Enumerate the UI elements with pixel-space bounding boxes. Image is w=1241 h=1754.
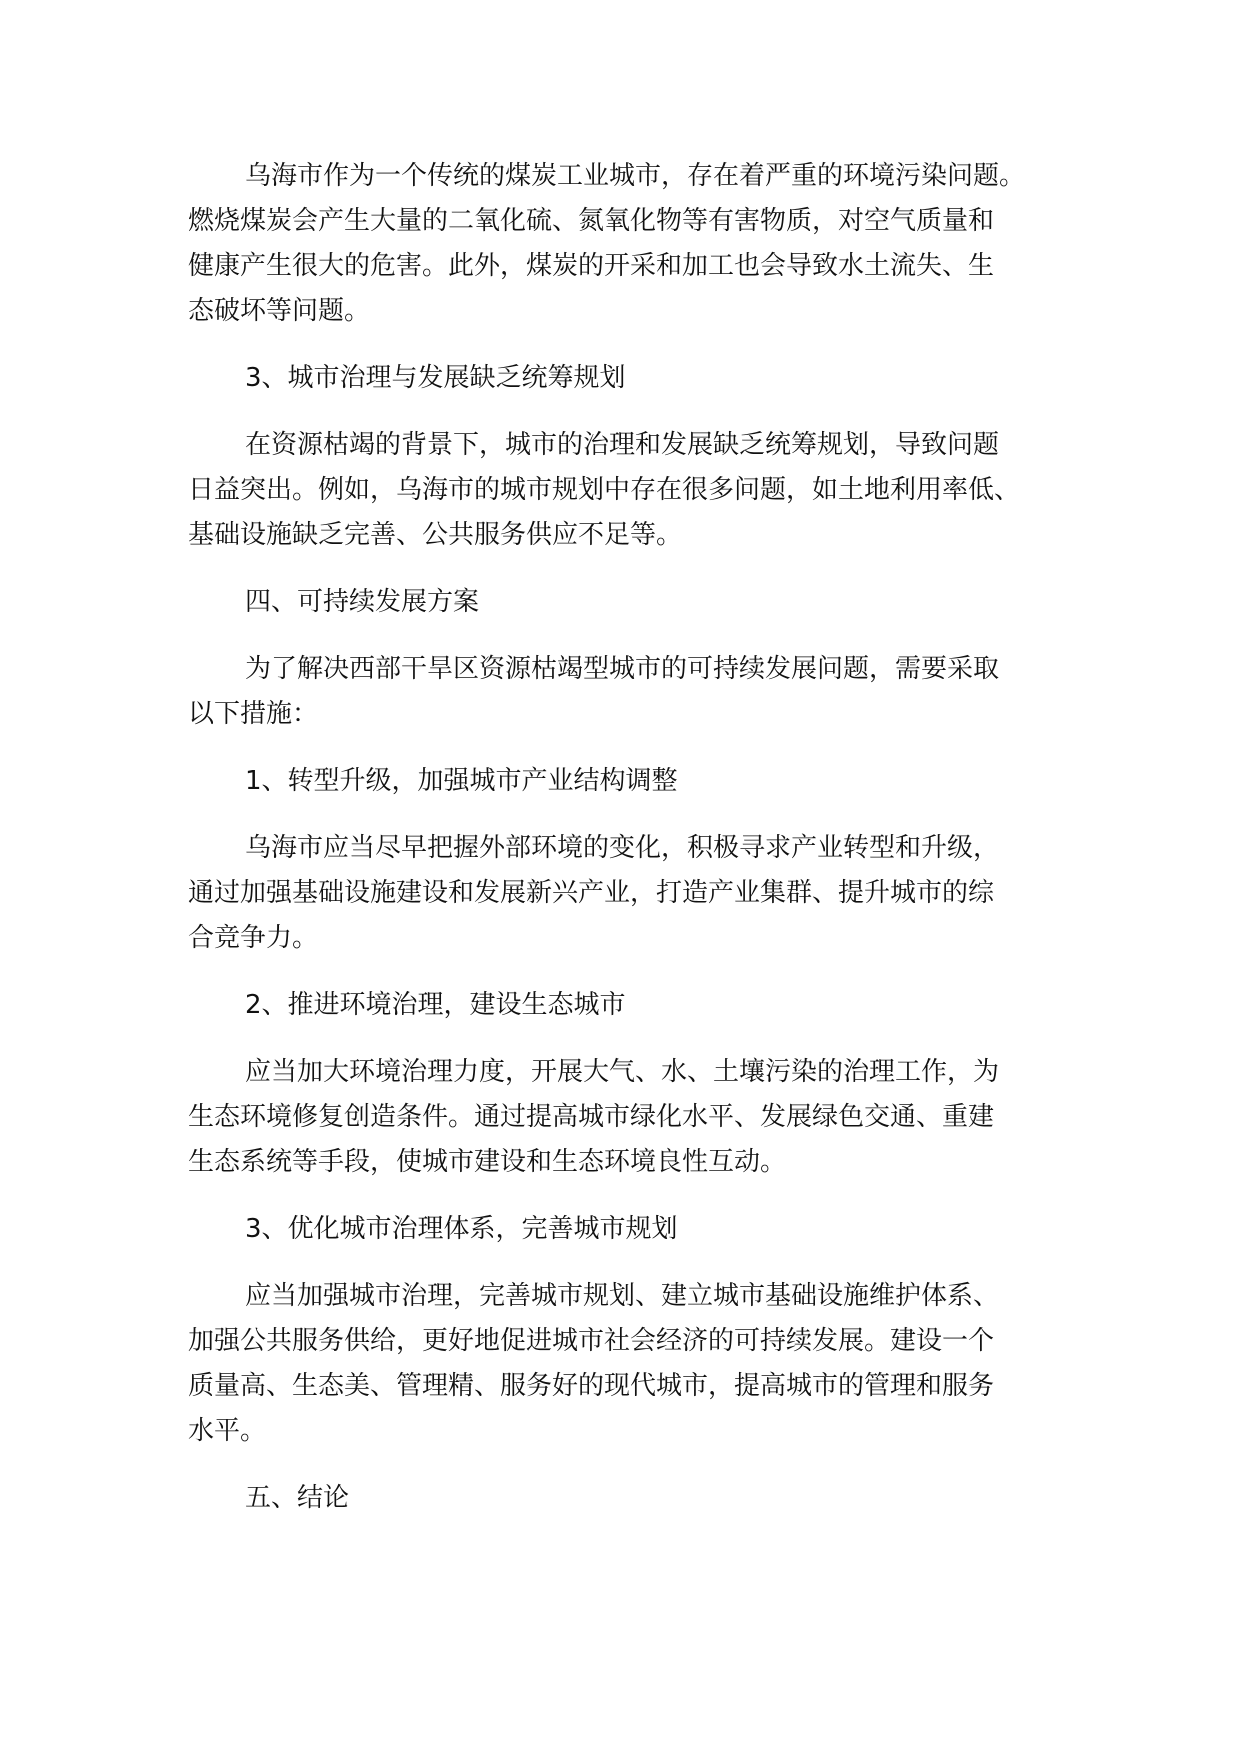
subheading-environment bbox=[188, 983, 1068, 1028]
text-line: 在资源枯竭的背景下，城市的治理和发展缺乏统筹规划，导致问题 bbox=[245, 430, 1000, 460]
text-line: 水平。 bbox=[188, 1416, 267, 1446]
text-line: 乌海市作为一个传统的煤炭工业城市，存在着严重的环境污染问题。 bbox=[245, 161, 1026, 191]
text-line: 四、可持续发展方案 bbox=[245, 587, 480, 617]
text-line: 为了解决西部干旱区资源枯竭型城市的可持续发展问题，需要采取 bbox=[245, 654, 1000, 684]
subheading-governance bbox=[188, 356, 1068, 401]
text-line: 加强公共服务供给，更好地促进城市社会经济的可持续发展。建设一个 bbox=[188, 1326, 995, 1356]
text-line: 生态环境修复创造条件。通过提高城市绿化水平、发展绿色交通、重建 bbox=[188, 1102, 995, 1132]
text-line: 基础设施缺乏完善、公共服务供应不足等。 bbox=[188, 520, 683, 550]
text-line: 应当加大环境治理力度，开展大气、水、土壤污染的治理工作，为 bbox=[245, 1057, 1000, 1087]
paragraph-pollution bbox=[188, 154, 1068, 334]
text-line: 燃烧煤炭会产生大量的二氧化硫、氮氧化物等有害物质，对空气质量和 bbox=[188, 206, 995, 236]
text-line: 2、推进环境治理，建设生态城市 bbox=[245, 990, 626, 1020]
text-line: 乌海市应当尽早把握外部环境的变化，积极寻求产业转型和升级， bbox=[245, 833, 1000, 863]
text-line: 1、转型升级，加强城市产业结构调整 bbox=[245, 766, 678, 796]
subheading-transformation bbox=[188, 759, 1068, 804]
text-line: 3、城市治理与发展缺乏统筹规划 bbox=[245, 363, 626, 393]
paragraph-governance bbox=[188, 423, 1068, 558]
text-line: 3、优化城市治理体系，完善城市规划 bbox=[245, 1214, 678, 1244]
paragraph-environment bbox=[188, 1050, 1068, 1185]
document-body bbox=[188, 154, 1068, 1543]
paragraph-plan-intro bbox=[188, 647, 1068, 737]
paragraph-planning bbox=[188, 1274, 1068, 1454]
text-line: 健康产生很大的危害。此外，煤炭的开采和加工也会导致水土流失、生 bbox=[188, 251, 995, 281]
text-line: 质量高、生态美、管理精、服务好的现代城市，提高城市的管理和服务 bbox=[188, 1371, 995, 1401]
paragraph-transformation bbox=[188, 826, 1068, 961]
section-heading-conclusion bbox=[188, 1476, 1068, 1521]
section-heading-plan bbox=[188, 580, 1068, 625]
text-line: 通过加强基础设施建设和发展新兴产业，打造产业集群、提升城市的综 bbox=[188, 878, 995, 908]
subheading-planning bbox=[188, 1207, 1068, 1252]
text-line: 日益突出。例如，乌海市的城市规划中存在很多问题，如土地利用率低、 bbox=[188, 475, 1021, 505]
text-line: 态破坏等问题。 bbox=[188, 296, 371, 326]
text-line: 生态系统等手段，使城市建设和生态环境良性互动。 bbox=[188, 1147, 787, 1177]
text-line: 应当加强城市治理，完善城市规划、建立城市基础设施维护体系、 bbox=[245, 1281, 1000, 1311]
text-line: 以下措施： bbox=[188, 699, 319, 729]
text-line: 五、结论 bbox=[245, 1483, 350, 1513]
text-line: 合竞争力。 bbox=[188, 923, 319, 953]
